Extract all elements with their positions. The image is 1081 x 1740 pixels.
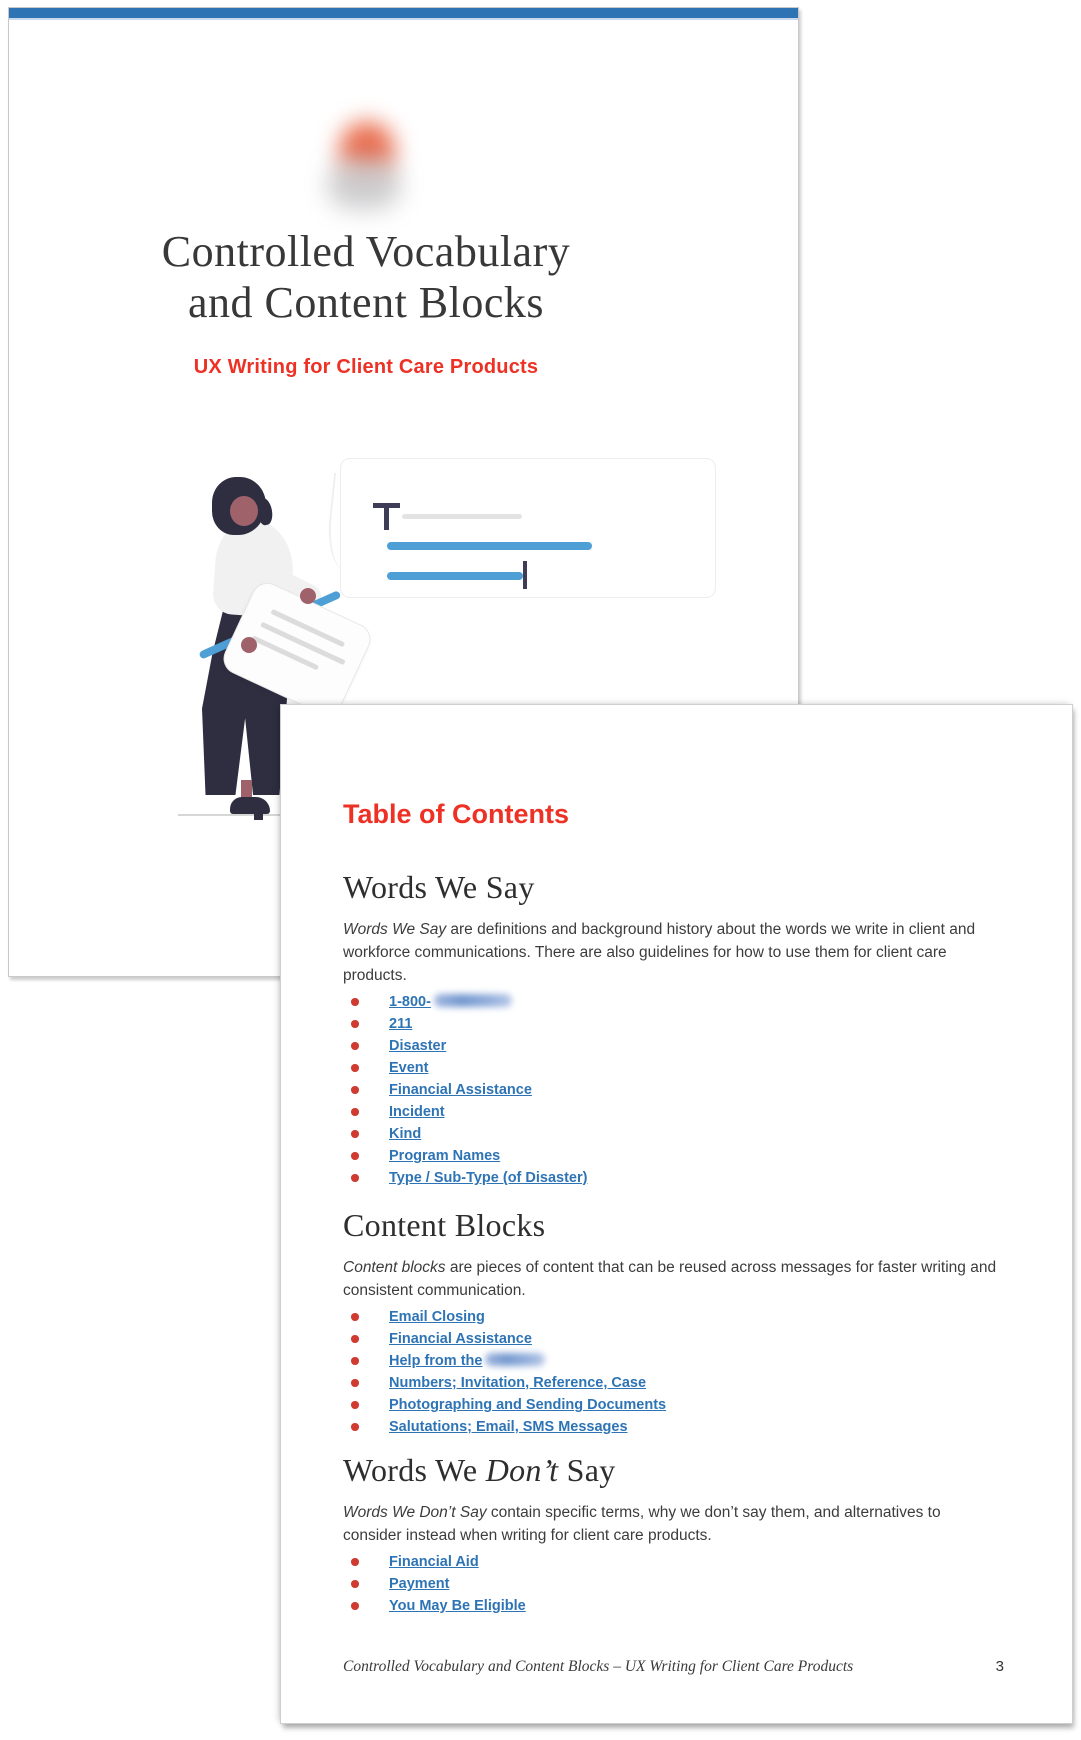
- toc-link[interactable]: Help from the: [389, 1353, 483, 1369]
- toc-list-item: [343, 1372, 1004, 1394]
- text-caret-icon: [523, 561, 527, 589]
- toc-list: [343, 1551, 1004, 1617]
- highlight-line-1: [387, 542, 592, 550]
- toc-list-item: [343, 1035, 1004, 1057]
- toc-list-item: [343, 1101, 1004, 1123]
- toc-list-item: [343, 1013, 1004, 1035]
- cover-title-line2: and Content Blocks: [187, 278, 545, 327]
- toc-list: [343, 1306, 1004, 1438]
- toc-link[interactable]: 1-800-: [389, 994, 431, 1010]
- toc-list-item: [343, 1350, 1004, 1372]
- toc-link[interactable]: Type / Sub-Type (of Disaster): [389, 1170, 588, 1186]
- toc-link[interactable]: Incident: [389, 1104, 445, 1120]
- toc-list-item: [343, 1057, 1004, 1079]
- section-description: Words We Don’t Say contain specific terms, why we don’t say them, and alternatives to consider instead when writing for client care products.: [343, 1504, 941, 1544]
- toc-list-item: [343, 1595, 1004, 1617]
- toc-list-item: [343, 1306, 1004, 1328]
- toc-link[interactable]: Photographing and Sending Documents: [389, 1397, 667, 1413]
- toc-list-item: [343, 1167, 1004, 1189]
- toc-link[interactable]: Program Names: [389, 1148, 501, 1164]
- toc-link[interactable]: Financial Assistance: [389, 1331, 532, 1347]
- section-words-we-dont-say: [343, 1450, 1004, 1617]
- toc-link[interactable]: Numbers; Invitation, Reference, Case: [389, 1375, 647, 1391]
- page-footer: [343, 1658, 1004, 1676]
- toc-link[interactable]: Kind: [389, 1126, 422, 1142]
- section-description: Words We Say are definitions and background history about the words we write in client and workforce communications. There are also guidelines for how to use them for client care products.: [343, 921, 976, 984]
- highlight-line-2: [387, 572, 523, 580]
- ground-line: [178, 814, 284, 816]
- section-content-blocks: [343, 1205, 1004, 1438]
- toc-link[interactable]: Salutations; Email, SMS Messages: [389, 1419, 628, 1435]
- page-number: 3: [995, 1658, 1004, 1675]
- toc-page: [280, 704, 1073, 1724]
- toc-list-item: [343, 1416, 1004, 1438]
- person-shoe-heel: [254, 810, 263, 820]
- toc-heading: Table of Contents: [343, 799, 569, 829]
- toc-list-item: [343, 1079, 1004, 1101]
- document-line: [252, 635, 319, 670]
- redacted-text: [485, 1353, 545, 1366]
- toc-list-item: [343, 1394, 1004, 1416]
- toc-link[interactable]: Disaster: [389, 1038, 447, 1054]
- cover-title-line1: Controlled Vocabulary: [161, 227, 571, 276]
- toc-link[interactable]: Email Closing: [389, 1309, 485, 1325]
- toc-list-item: [343, 1123, 1004, 1145]
- text-cursor-icon: [384, 503, 389, 530]
- redacted-text: [434, 994, 512, 1007]
- toc-list-item: [343, 1551, 1004, 1573]
- toc-link[interactable]: 211: [389, 1016, 413, 1032]
- toc-link[interactable]: You May Be Eligible: [389, 1598, 526, 1614]
- placeholder-line: [402, 514, 522, 519]
- toc-list-item: [343, 1328, 1004, 1350]
- section-title: Words We Don’t Say: [343, 1452, 616, 1488]
- toc-link[interactable]: Financial Assistance: [389, 1082, 532, 1098]
- toc-list-item: [343, 1145, 1004, 1167]
- cover-subtitle: UX Writing for Client Care Products: [193, 356, 539, 378]
- toc-link[interactable]: Event: [389, 1060, 429, 1076]
- section-description: Content blocks are pieces of content that can be reused across messages for faster writing and consistent communication.: [343, 1259, 997, 1299]
- person-hand: [300, 588, 316, 604]
- section-words-we-say: [343, 867, 1004, 1189]
- toc-link[interactable]: Financial Aid: [389, 1554, 479, 1570]
- section-title: Words We Say: [343, 869, 535, 905]
- toc-link[interactable]: Payment: [389, 1576, 450, 1592]
- person-face: [230, 496, 258, 526]
- toc-list-item: [343, 1573, 1004, 1595]
- section-title: Content Blocks: [343, 1207, 546, 1243]
- person-hand: [241, 637, 257, 653]
- toc-list: [343, 991, 1004, 1189]
- toc-list-item: [343, 991, 1004, 1013]
- footer-text: Controlled Vocabulary and Content Blocks – UX Writing for Client Care Products: [343, 1658, 854, 1675]
- person-shoe: [230, 797, 270, 814]
- toc-content: [281, 705, 1072, 1617]
- document-line: [271, 609, 345, 647]
